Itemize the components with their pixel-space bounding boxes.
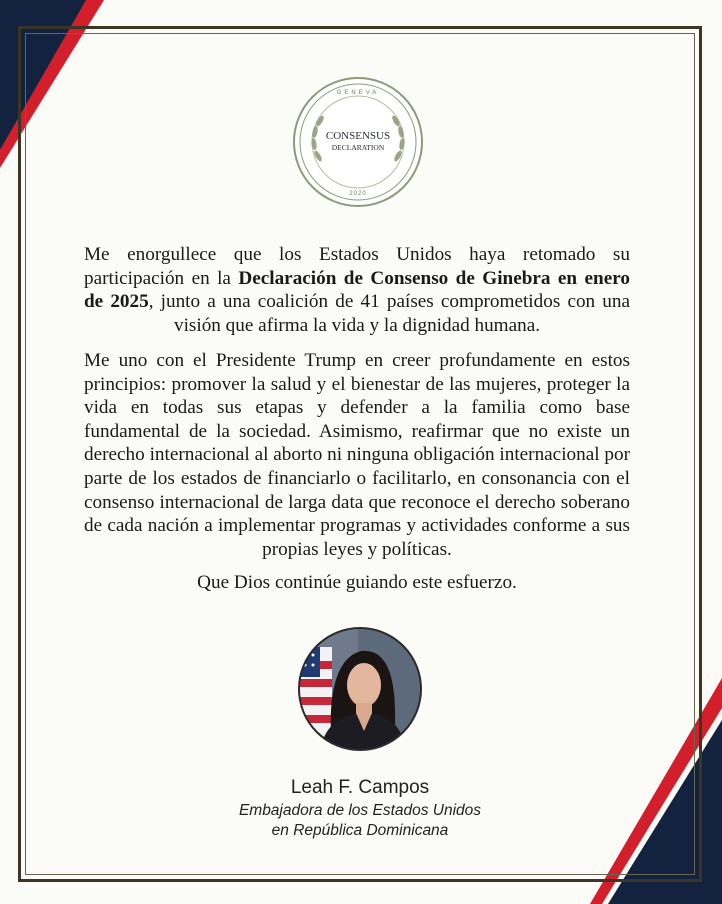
statement-paragraph-1: [84, 243, 630, 337]
consensus-declaration-seal: [292, 76, 424, 208]
seal-title-line2: DECLARATION: [331, 143, 385, 152]
signatory-title-line-2: en República Dominicana: [271, 822, 449, 839]
seal-top-text: GENEVA: [336, 90, 380, 96]
closing-line: Que Dios continúe guiando este esfuerzo.: [197, 572, 517, 593]
signatory-name: Leah F. Campos: [290, 777, 430, 798]
p1-text-end: , junto a una coalición de 41 países comprometidos con una visión que afirma la vida y la dignidad humana.: [148, 291, 631, 336]
seal-year: 2020: [349, 191, 367, 197]
statement-paragraph-2: Me uno con el Presidente Trump en creer profundamente en estos principios: promover la salud y el bienestar de las mujeres, proteger la vida en todas sus etapas y defender a la familia como base fundamental de la sociedad. Asimismo, reafirmar que no existe un derecho internacional al aborto ni ninguna obligación internacional por parte de los estados de financiarlo o facilitarlo, en consonancia con el consenso internacional de larga data que reconoce el derecho soberano de cada nación a implementar programas y actividades conforme a sus propias leyes y políticas.: [84, 350, 630, 560]
ambassador-portrait: [298, 627, 422, 751]
signatory-title-line-1: Embajadora de los Estados Unidos: [238, 802, 482, 819]
p1-bold-text: Declaración de Consenso de Ginebra en enero de 2025: [84, 267, 630, 313]
seal-title-line1: CONSENSUS: [325, 130, 391, 142]
p1-text-start: Me enorgullece que los Estados Unidos haya retomado su participación en la: [84, 244, 630, 289]
